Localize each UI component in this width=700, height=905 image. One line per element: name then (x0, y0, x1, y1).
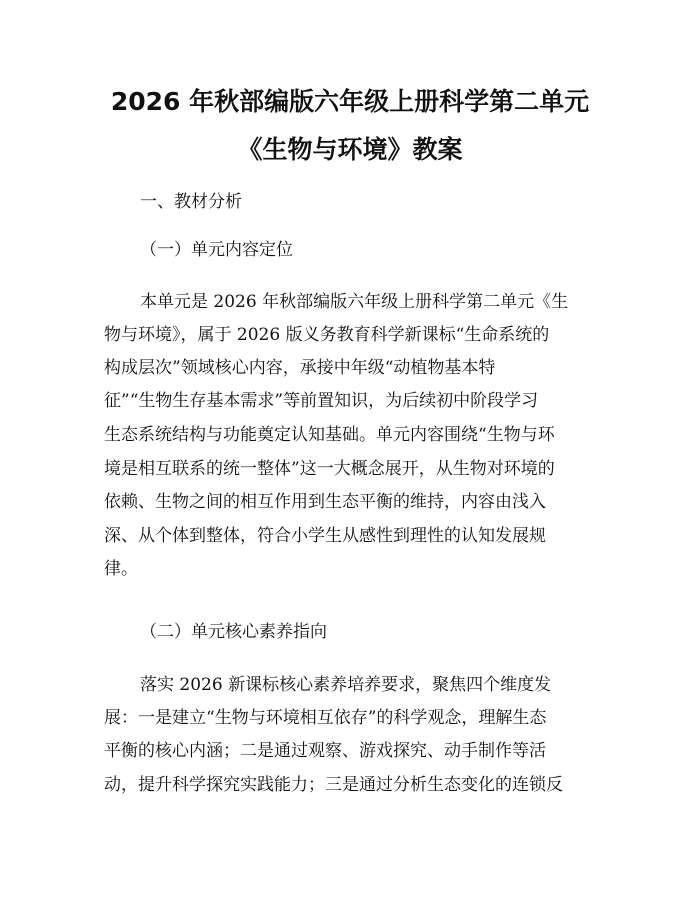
paragraph-line: 平衡的核心内涵；二是通过观察、游戏探究、动手制作等活 (104, 741, 546, 761)
paragraph-line: 征”“生物生存基本需求”等前置知识，为后续初中阶段学习 (104, 391, 539, 411)
subsection-heading-unit-positioning: （一）单元内容定位 (140, 240, 293, 260)
paragraph-line: 境是相互联系的统一整体”这一大概念展开，从生物对环境的 (104, 459, 555, 479)
paragraph-line: 深、从个体到整体，符合小学生从感性到理性的认知发展规 (104, 526, 546, 546)
paragraph-line: 落实 2026 新课标核心素养培养要求，聚焦四个维度发 (140, 675, 552, 695)
document-title-line-1: 2026 年秋部编版六年级上册科学第二单元 (110, 87, 590, 116)
paragraph-line: 展：一是建立“生物与环境相互依存”的科学观念，理解生态 (104, 708, 547, 728)
paragraph-line: 生态系统结构与功能奠定认知基础。单元内容围绕“生物与环 (104, 425, 555, 445)
document-title-line-2: 《生物与环境》教案 (237, 135, 463, 164)
section-heading-teaching-material-analysis: 一、教材分析 (140, 192, 242, 212)
paragraph-line: 律。 (104, 559, 138, 579)
paragraph-line: 依赖、生物之间的相互作用到生态平衡的维持，内容由浅入 (104, 492, 546, 512)
paragraph-line: 构成层次”领域核心内容，承接中年级“动植物基本特 (104, 358, 496, 378)
paragraph-line: 动，提升科学探究实践能力；三是通过分析生态变化的连锁反 (104, 775, 563, 795)
subsection-heading-core-literacy: （二）单元核心素养指向 (140, 622, 327, 642)
paragraph-line: 物与环境》，属于 2026 版义务教育科学新课标“生命系统的 (104, 325, 550, 345)
paragraph-line: 本单元是 2026 年秋部编版六年级上册科学第二单元《生 (140, 292, 569, 312)
